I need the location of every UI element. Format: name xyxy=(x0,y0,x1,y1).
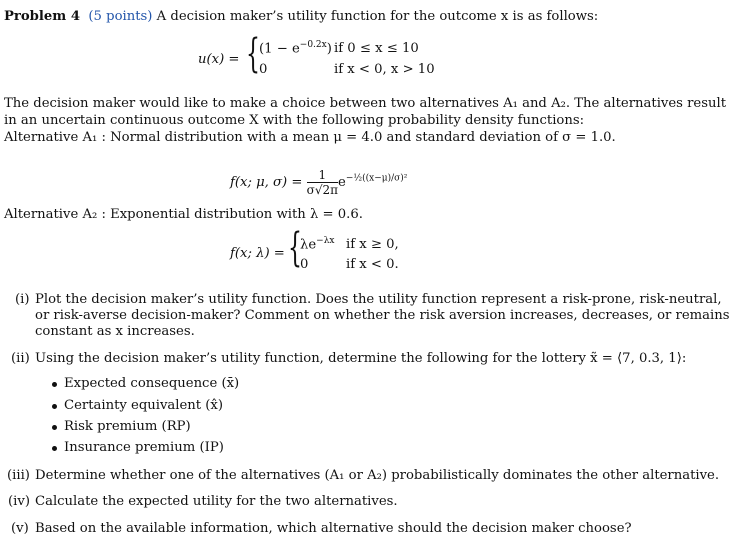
bullet xyxy=(52,382,57,387)
q4-label: (iv) xyxy=(8,494,30,509)
q1-line3: constant as x increases. xyxy=(35,324,195,339)
q2-item: Certainty equivalent (x̂) xyxy=(64,398,224,413)
exp-pdf-case1: $\lambda e^{-\lambda x}$ xyxy=(300,236,335,253)
utility-lhs: u(x) = xyxy=(198,52,240,67)
q4-text: Calculate the expected utility for the two alternatives. xyxy=(35,494,398,509)
q2-item: Insurance premium (IP) xyxy=(64,440,224,455)
q5-label: (v) xyxy=(11,521,29,536)
paragraph-line2: in an uncertain continuous outcome X with the following probability density functions: xyxy=(4,113,585,128)
q5-text: Based on the available information, which alternative should the decision maker choose? xyxy=(35,521,632,536)
exp-pdf-case1-cond: if x ≥ 0, xyxy=(346,237,399,252)
exp-pdf-case2-cond: if x < 0. xyxy=(346,257,399,272)
problem-label: Problem 4 xyxy=(4,9,81,24)
alternative-2: Alternative A₂ : Exponential distribution with λ = 0.6. xyxy=(4,207,363,222)
points-label: (5 points) xyxy=(88,9,153,24)
q3-label: (iii) xyxy=(7,468,30,483)
problem-intro: A decision maker’s utility function for the outcome x is as follows: xyxy=(156,9,599,24)
exp-pdf-brace: { xyxy=(288,225,302,271)
bullet xyxy=(52,425,57,430)
paragraph-line1: The decision maker would like to make a choice between two alternatives A₁ and A₂. The alternatives result xyxy=(4,96,727,111)
utility-case2-cond: if x < 0, x > 10 xyxy=(334,62,435,77)
utility-brace: { xyxy=(246,31,260,77)
q1-line1: Plot the decision maker’s utility function. Does the utility function represent a risk-prone, risk-neutral, xyxy=(35,292,722,307)
q2-text: Using the decision maker’s utility function, determine the following for the lottery x̃ = ⟨7, 0.3, 1⟩: xyxy=(35,351,687,366)
q1-label: (i) xyxy=(15,292,30,307)
bullet xyxy=(52,446,57,451)
normal-pdf: f(x; μ, σ) = $\frac{1}{\sigma√2\pi}$ $e^{-\frac{1}{2}((x-\mu)/\sigma)^2}$ xyxy=(230,168,408,197)
q1-line2: or risk-averse decision-maker? Comment on whether the risk aversion increases, decreases, or remains xyxy=(35,308,730,323)
q2-label: (ii) xyxy=(11,351,30,366)
q2-item: Expected consequence (x̄) xyxy=(64,376,240,391)
exp-pdf-case2: 0 xyxy=(300,257,309,272)
q2-item: Risk premium (RP) xyxy=(64,419,191,434)
utility-case1: $(1 - e^{-0.2x})$ xyxy=(259,40,332,57)
normal-pdf-fraction: $\frac{1}{\sigma√2\pi}$ xyxy=(306,168,339,197)
q3-text: Determine whether one of the alternatives (A₁ or A₂) probabilistically dominates the other alternative. xyxy=(35,468,720,483)
bullet xyxy=(52,404,57,409)
problem-header xyxy=(4,9,598,24)
utility-case2: 0 xyxy=(259,62,268,77)
utility-case1-cond: if 0 ≤ x ≤ 10 xyxy=(334,41,419,56)
alternative-1: Alternative A₁ : Normal distribution with a mean μ = 4.0 and standard deviation of σ = 1.0. xyxy=(4,130,616,145)
exp-pdf-lhs: f(x; λ) = xyxy=(230,246,285,261)
